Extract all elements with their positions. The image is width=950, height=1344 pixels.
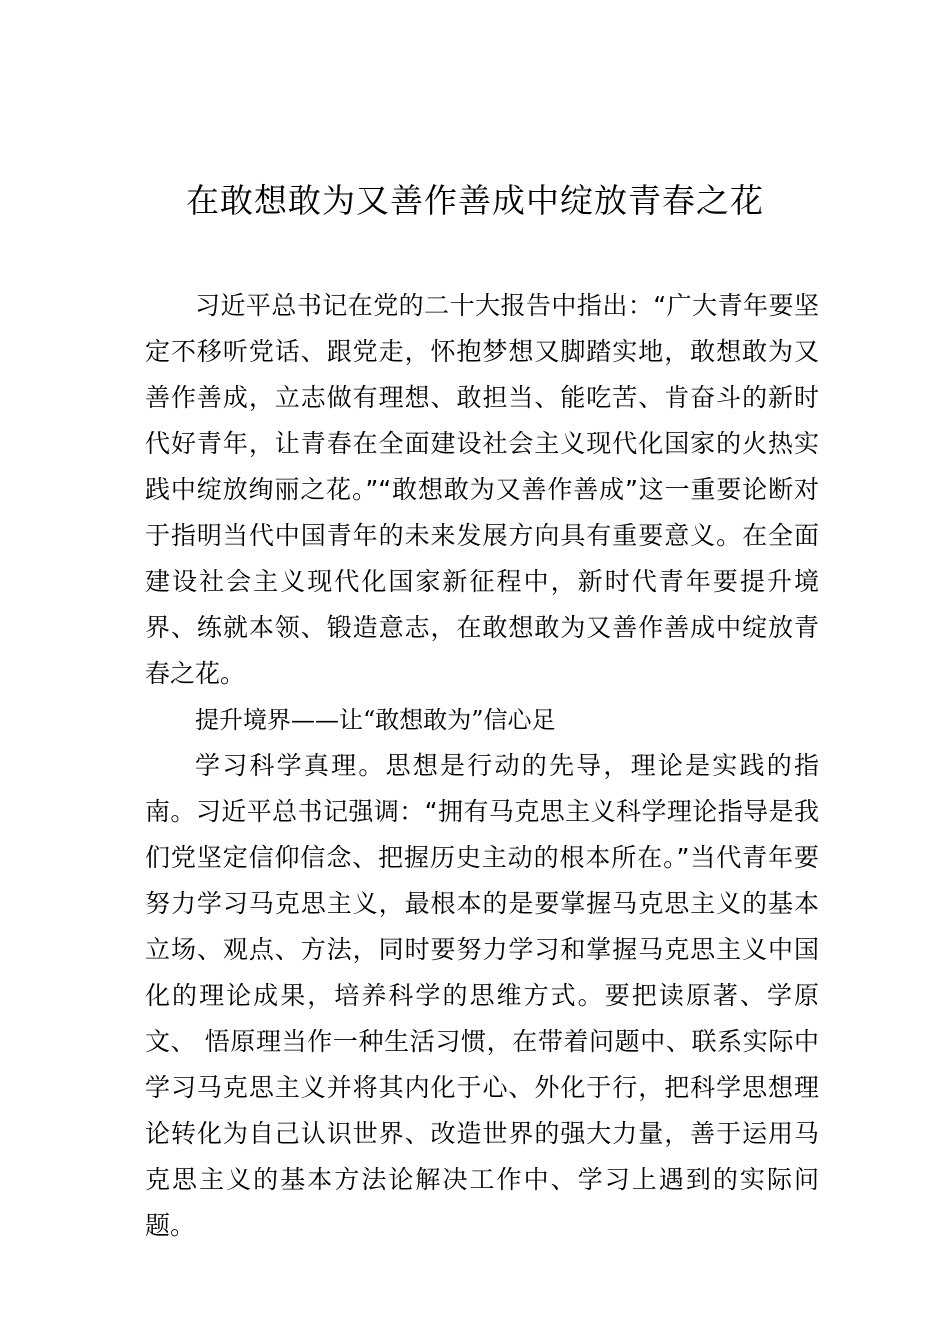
document-title: 在敢想敢为又善作善成中绽放青春之花 bbox=[186, 181, 764, 220]
paragraph-study-truth: 学习科学真理。思想是行动的先导，理论是实践的指南。习近平总书记强调：“拥有马克思主义科学理论指导是我们党坚定信仰信念、把握历史主动的根本所在。”当代青年要努力学习马克思主义，最根本的是要掌握马克思主义的基本立场、观点、方法，同时要努力学习和掌握马克思主义中国化的理论成果，培养科学的思维方式。要把读原著、学原文、 悟原理当作一种生活习惯，在带着问题中、联系实际中学习马克思主义并将其内化于心、外化于行，把科学思想理论转化为自己认识世界、改造世界的强大力量，善于运用马克思主义的基本方法论解决工作中、学习上遇到的实际问题。 bbox=[145, 751, 819, 1240]
section-heading: 提升境界——让“敢想敢为”信心足 bbox=[195, 706, 556, 734]
paragraph-intro: 习近平总书记在党的二十大报告中指出：“广大青年要坚定不移听党话、跟党走，怀抱梦想又脚踏实地，敢想敢为又善作善成，立志做有理想、敢担当、能吃苦、肯奋斗的新时代好青年，让青春在全面建设社会主义现代化国家的火热实践中绽放绚丽之花。”“敢想敢为又善作善成”这一重要论断对于指明当代中国青年的未来发展方向具有重要意义。在全面建设社会主义现代化国家新征程中，新时代青年要提升境界、练就本领、锻造意志，在敢想敢为又善作善成中绽放青春之花。 bbox=[145, 291, 819, 688]
document-body bbox=[145, 283, 819, 1249]
